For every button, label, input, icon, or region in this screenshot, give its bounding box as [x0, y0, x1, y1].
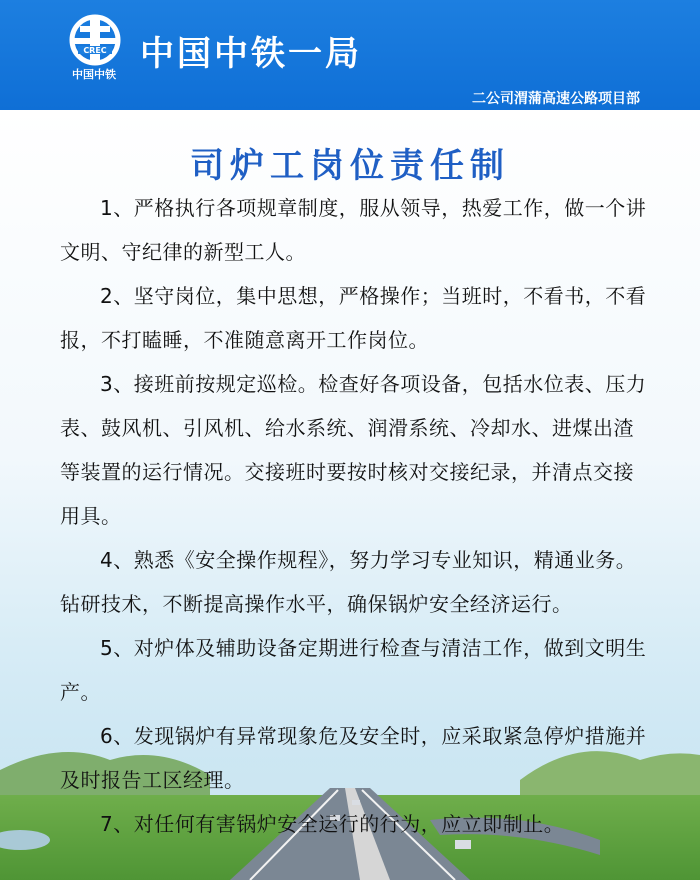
duty-item: 3、接班前按规定巡检。检查好各项设备，包括水位表、压力表、鼓风机、引风机、给水系统、润滑系统、冷却水、进煤出渣等装置的运行情况。交接班时要按时核对交接纪录，并清点交接用具。 [60, 372, 647, 528]
duty-item: 5、对炉体及辅助设备定期进行检查与清洁工作，做到文明生产。 [60, 636, 647, 704]
duty-item: 1、严格执行各项规章制度，服从领导，热爱工作，做一个讲文明、守纪律的新型工人。 [60, 196, 647, 264]
duty-item: 4、熟悉《安全操作规程》，努力学习专业知识，精通业务。钻研技术，不断提高操作水平，确保锅炉安全经济运行。 [60, 548, 637, 616]
organization-name: 中国中铁一局 [140, 34, 362, 74]
duty-item: 2、坚守岗位，集中思想，严格操作；当班时，不看书，不看报，不打瞌睡，不准随意离开工作岗位。 [60, 284, 647, 352]
duties-list [60, 186, 650, 846]
duty-item: 6、发现锅炉有异常现象危及安全时，应采取紧急停炉措施并及时报告工区经理。 [60, 724, 647, 792]
page-title: 司炉工岗位责任制 [190, 146, 510, 186]
header-banner [0, 0, 700, 110]
logo-text: 中国中铁 [72, 68, 116, 81]
duty-item: 7、对任何有害锅炉安全运行的行为，应立即制止。 [100, 812, 565, 836]
crec-logo-icon [64, 14, 126, 66]
svg-text:CREC: CREC [83, 46, 107, 55]
department-name: 二公司渭蒲高速公路项目部 [472, 91, 640, 107]
